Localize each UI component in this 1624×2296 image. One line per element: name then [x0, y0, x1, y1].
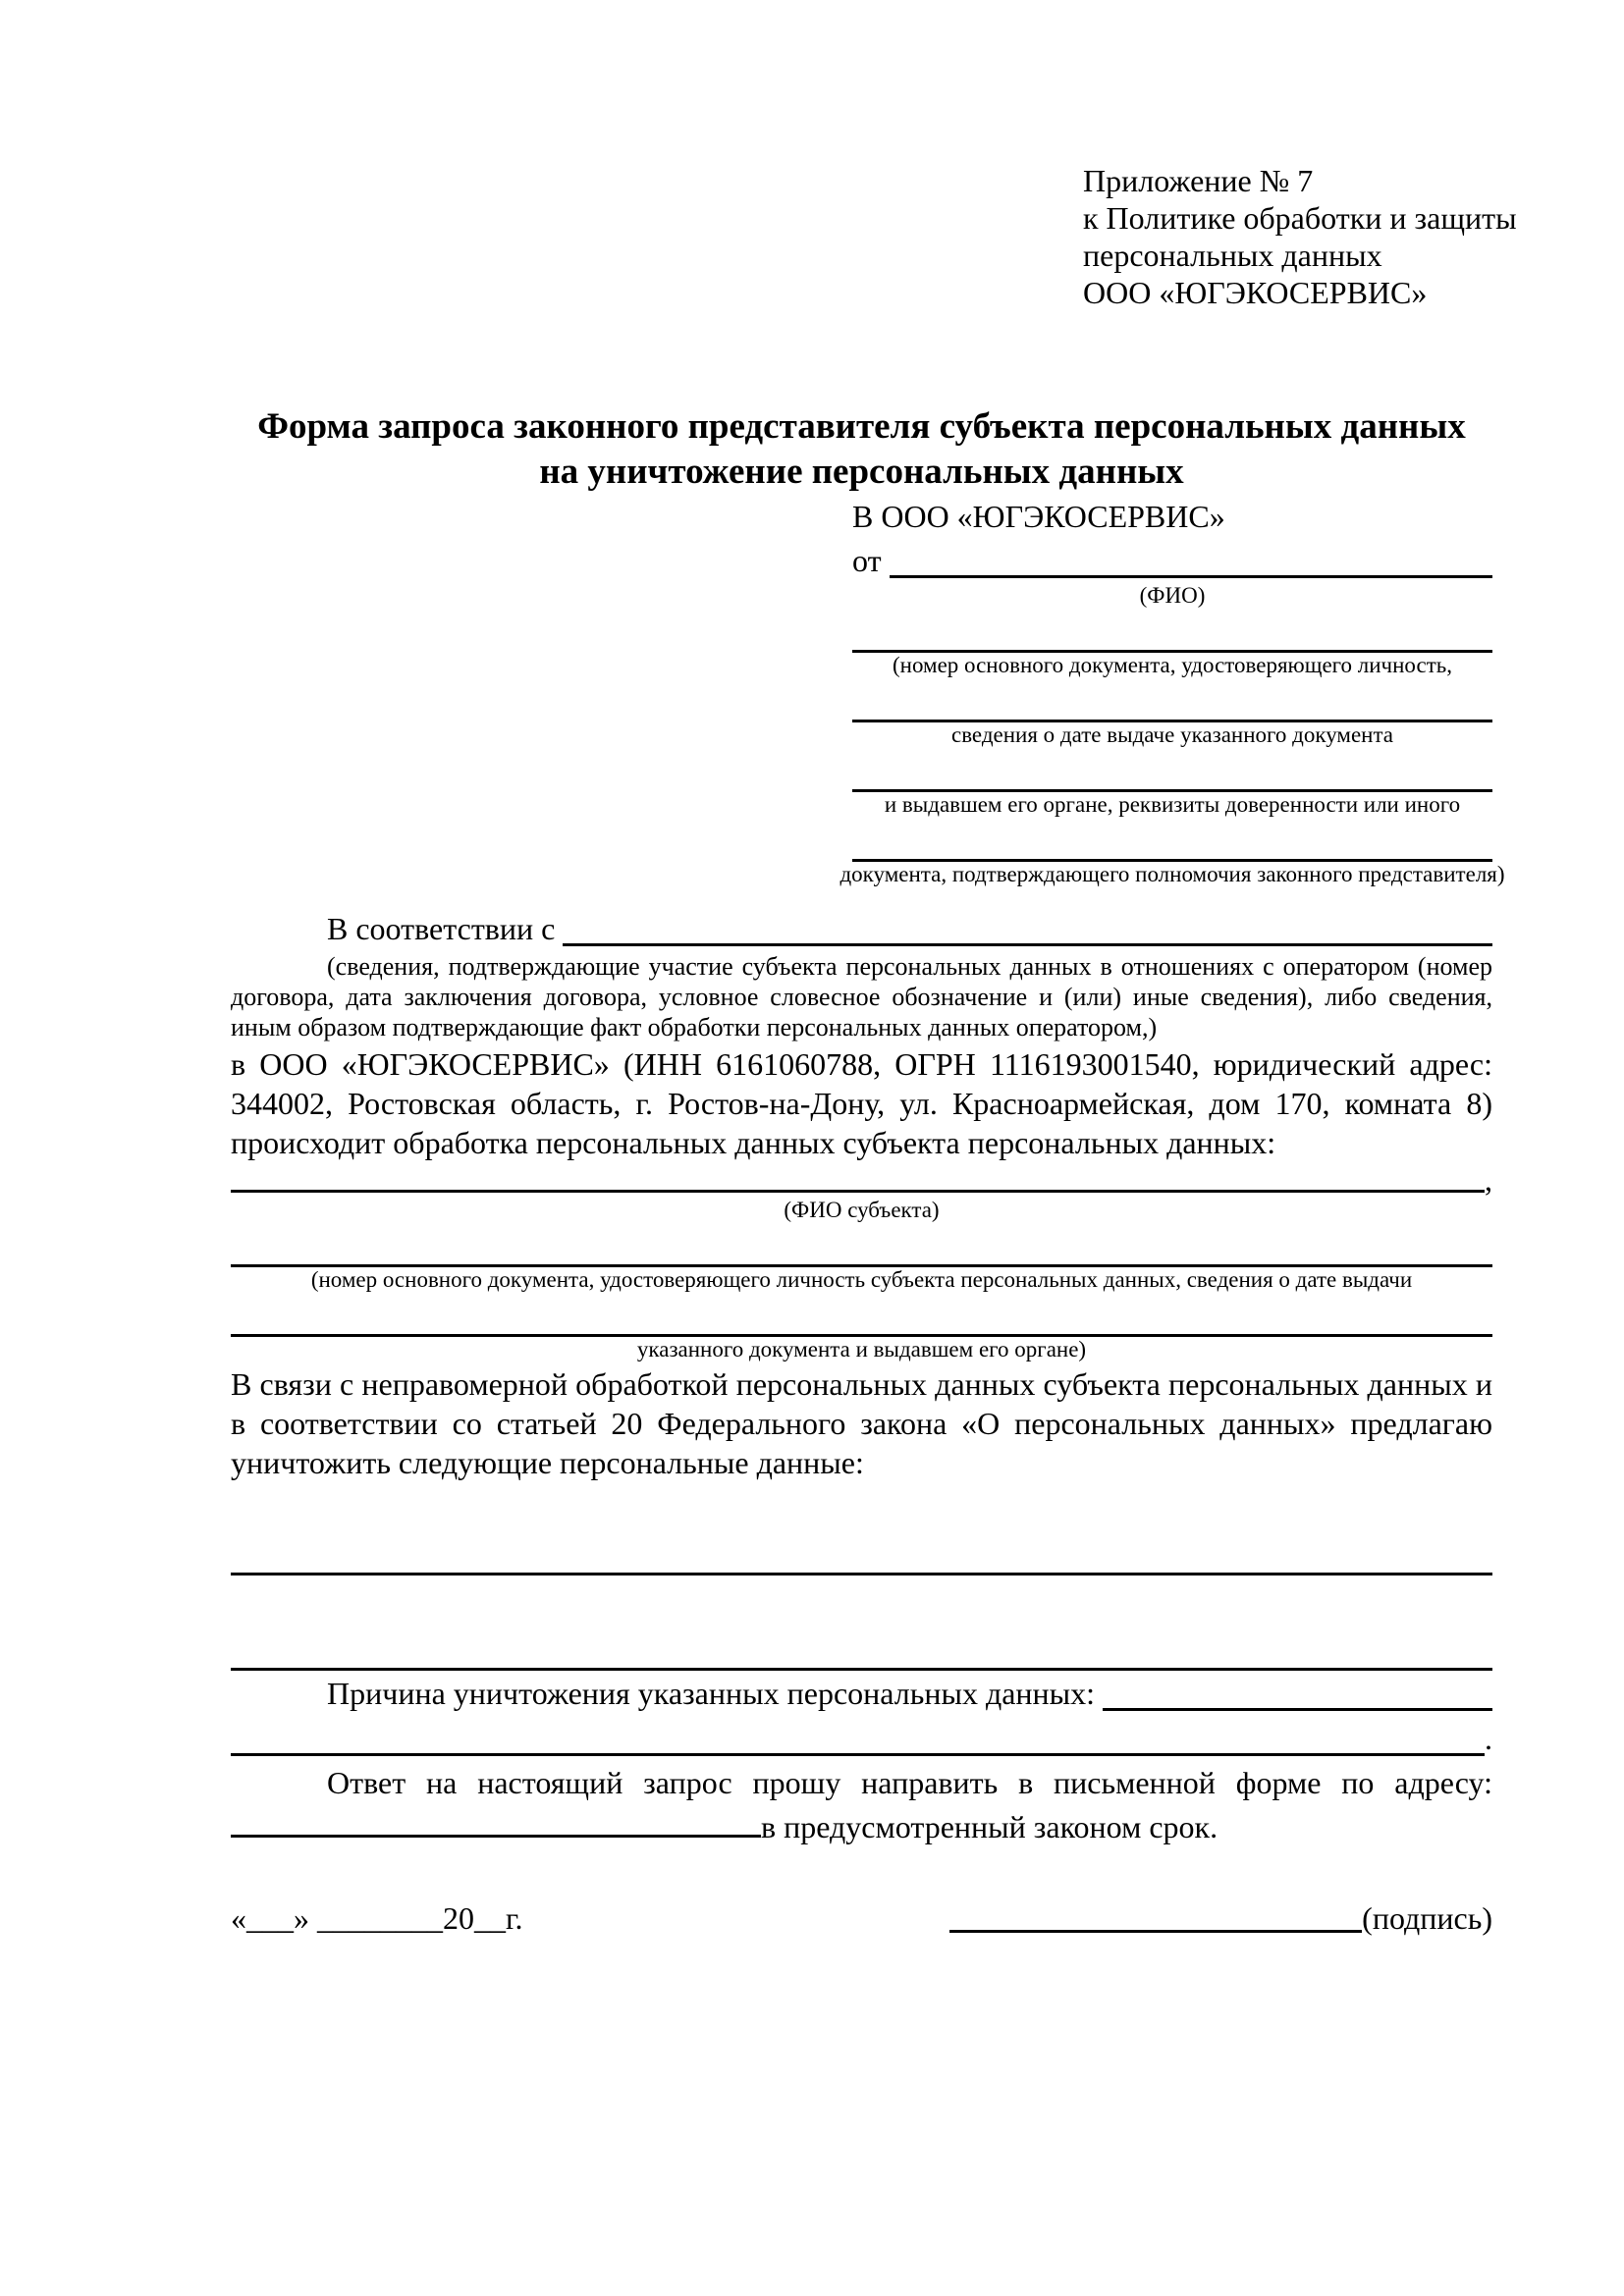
signature-caption: (подпись) [1362, 1900, 1492, 1936]
form-title-line-2: на уничтожение персональных данных [539, 452, 1184, 492]
representative-fio-blank [890, 575, 1492, 578]
reason-lead: Причина уничтожения указанных персональных данных: [327, 1676, 1096, 1711]
reply-tail: в предусмотренный законом срок. [761, 1809, 1218, 1844]
footer-row [231, 1898, 1492, 1938]
representative-doc-blank-3 [852, 748, 1492, 792]
representative-doc-blank-2 [852, 678, 1492, 722]
from-line [852, 539, 1492, 583]
subject-doc-blank-2 [231, 1293, 1492, 1337]
request-paragraph: В связи с неправомерной обработкой персональных данных субъекта персональных данных и в соответствии со статьей 20 Федерального закона «О персональных данных» предлагаю уничтожить следующие персональные данные: [231, 1366, 1492, 1480]
reply-paragraph [231, 1761, 1492, 1849]
doc-caption-3: и выдавшем его органе, реквизиты доверенности или иного [884, 792, 1461, 817]
accordance-lead: В соответствии с [327, 911, 556, 946]
from-label: от [852, 543, 882, 578]
operator-paragraph: в ООО «ЮГЭКОСЕРВИС» (ИНН 6161060788, ОГРН 1116193001540, юридический адрес: 344002, Ростовская область, г. Ростов-на-Дону, ул. Красноармейская, дом 170, комната 8) происходит обработка персональных данных субъекта персональных данных: [231, 1046, 1492, 1160]
data-list-blank-2 [231, 1627, 1492, 1671]
reason-continuation-line [231, 1716, 1492, 1761]
appendix-line-2: к Политике обработки и защиты [1083, 200, 1517, 236]
reason-period: . [1485, 1721, 1492, 1756]
reply-address-blank [231, 1835, 761, 1838]
doc-caption-1: (номер основного документа, удостоверяющего личность, [892, 653, 1452, 677]
subject-fio-caption: (ФИО субъекта) [784, 1198, 940, 1222]
subject-doc-caption-2: указанного документа и выдавшем его органе) [636, 1337, 1087, 1362]
appendix-note [1083, 162, 1517, 311]
subject-fio-line [231, 1162, 1492, 1198]
recipient-block [839, 495, 1505, 887]
subject-fio-comma: , [1485, 1162, 1492, 1198]
reason-blank [1103, 1708, 1492, 1711]
accordance-fineprint: (сведения, подтверждающие участие субъекта персональных данных в отношениях с оператором (номер договора, дата заключения договора, условное словесное обозначение и (или) иные сведения), либо сведения, иным образом подтверждающие факт обработки персональных данных оператором,) [231, 952, 1492, 1041]
accordance-line [231, 907, 1492, 951]
appendix-line-3: персональных данных [1083, 238, 1382, 273]
signature-block [949, 1898, 1492, 1938]
reason-continuation-blank [231, 1753, 1485, 1756]
data-list-blank-1 [231, 1531, 1492, 1575]
signature-blank [949, 1930, 1362, 1933]
recipient-org: В ООО «ЮГЭКОСЕРВИС» [852, 499, 1225, 534]
form-title [231, 404, 1492, 495]
reason-line [231, 1671, 1492, 1716]
reply-lead: Ответ на настоящий запрос прошу направить в письменной форме по адресу: [327, 1765, 1492, 1800]
fio-caption: (ФИО) [1139, 583, 1206, 608]
subject-doc-blank-1 [231, 1223, 1492, 1267]
subject-doc-caption-1: (номер основного документа, удостоверяющего личность субъекта персональных данных, сведения о дате выдачи [310, 1267, 1413, 1292]
representative-doc-blank-1 [852, 609, 1492, 653]
subject-fio-blank [231, 1190, 1485, 1193]
representative-doc-blank-4 [852, 818, 1492, 862]
appendix-line-1: Приложение № 7 [1083, 163, 1314, 198]
accordance-blank [563, 943, 1492, 946]
appendix-line-4: ООО «ЮГЭКОСЕРВИС» [1083, 275, 1428, 310]
doc-caption-2: сведения о дате выдаче указанного документа [950, 722, 1394, 747]
doc-caption-4: документа, подтверждающего полномочия законного представителя) [839, 862, 1505, 886]
form-title-line-1: Форма запроса законного представителя субъекта персональных данных [257, 406, 1466, 447]
date-line: «___» ________20__г. [231, 1900, 523, 1936]
